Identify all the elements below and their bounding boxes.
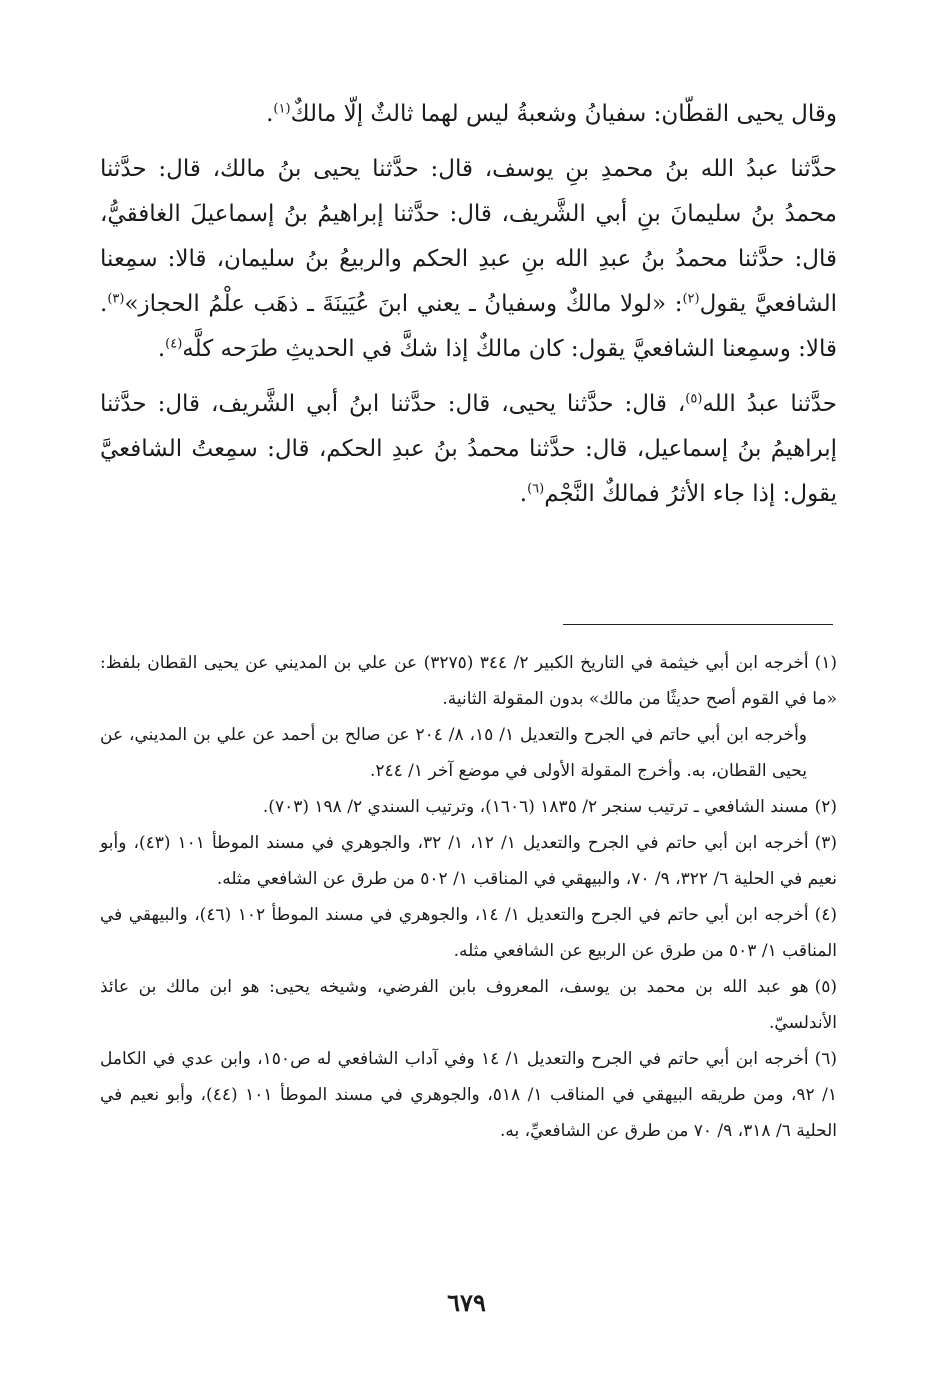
footnote-number: (٣) <box>814 833 837 853</box>
footnote-2 <box>100 789 837 825</box>
footnote-5 <box>100 969 837 1041</box>
footnote-ref-6[interactable]: (٦) <box>527 481 545 497</box>
paragraph-3-rest: ، قال: حدَّثنا يحيى، قال: حدَّثنا ابنُ أبي الشَّريف، قال: حدَّثنا إبراهيمُ بنُ إسماعيل، قال: حدَّثنا محمدُ بنُ عبدِ الحكم، قال: سمِعتُ الشافعيَّ يقول: إذا جاء الأثرُ فمالكٌ النَّجْم <box>100 391 837 507</box>
footnote-number: (٤) <box>814 905 837 925</box>
footnote-text: مسند الشافعي ـ ترتيب سنجر ٢/ ١٨٣٥ (١٦٠٦)، وترتيب السندي ٢/ ١٩٨ (٧٠٣). <box>262 797 809 817</box>
paragraph-2-rest: . قالا: وسمِعنا الشافعيَّ يقول: كان مالكٌ إذا شكَّ في الحديثِ طرَحه كلَّه <box>100 291 837 362</box>
footnote-4 <box>100 897 837 969</box>
footnote-ref-1[interactable]: (١) <box>273 101 291 117</box>
paragraph-1-end: . <box>266 101 274 127</box>
footnote-3 <box>100 825 837 897</box>
footnote-1 <box>100 645 837 717</box>
footnote-6 <box>100 1041 837 1149</box>
footnote-1-continued <box>100 717 837 789</box>
paragraph-2-quote: : «لولا مالكٌ وسفيانُ ـ يعني ابنَ عُيَينَةَ ـ ذهَب علْمُ الحجاز» <box>124 291 683 317</box>
paragraph-1-text: وقال يحيى القطّان: سفيانُ وشعبةُ ليس لهما ثالثٌ إلّا مالكٌ <box>290 101 837 127</box>
footnote-ref-2[interactable]: (٢) <box>682 291 700 307</box>
footnote-text: وأخرجه ابن أبي حاتم في الجرح والتعديل ١/ ١٥، ٨/ ٢٠٤ عن صالح بن أحمد عن علي بن المديني، عن يحيى القطان، به. وأخرج المقولة الأولى في موضع آخر ١/ ٢٤٤. <box>100 725 808 781</box>
footnote-divider <box>563 624 833 625</box>
footnote-ref-5[interactable]: (٥) <box>685 391 703 407</box>
paragraph-3-text: حدَّثنا عبدُ الله <box>702 391 838 417</box>
page-number: ٦٧٩ <box>447 1288 486 1317</box>
paragraph-3-end: . <box>519 481 528 507</box>
footnote-ref-4[interactable]: (٤) <box>165 336 183 352</box>
footnote-text: هو عبد الله بن محمد بن يوسف، المعروف بابن الفرضي، وشيخه يحيى: هو ابن مالك بن عائذ الأندلسيّ. <box>100 977 837 1033</box>
footnote-number: (٢) <box>814 797 837 817</box>
footnote-text: أخرجه ابن أبي حاتم في الجرح والتعديل ١/ ١٤ وفي آداب الشافعي له ص١٥٠، وابن عدي في الكامل ١/ ٩٢، ومن طريقه البيهقي في المناقب ١/ ٥١٨، والجوهري في مسند الموطأ ١٠١ (٤٤)، وأبو نعيم في الحلية ٦/ ٣١٨، ٩/ ٧٠ من طرق عن الشافعيِّ، به. <box>100 1049 838 1141</box>
footnote-ref-3[interactable]: (٣) <box>107 291 125 307</box>
footnote-number: (٦) <box>814 1049 837 1069</box>
paragraph-2 <box>100 147 837 372</box>
footnote-number: (٥) <box>814 977 837 997</box>
paragraph-3 <box>100 382 837 517</box>
paragraph-1 <box>100 92 837 137</box>
footnote-text: أخرجه ابن أبي حاتم في الجرح والتعديل ١/ ١٢، ١/ ٣٢، والجوهري في مسند الموطأ ١٠١ (٤٣)، وأبو نعيم في الحلية ٦/ ٣٢٢، ٩/ ٧٠، والبيهقي في المناقب ١/ ٥٠٢ من طرق عن الشافعي مثله. <box>100 833 837 889</box>
paragraph-2-end: . <box>157 336 166 362</box>
footnote-text: أخرجه ابن أبي خيثمة في التاريخ الكبير ٢/ ٣٤٤ (٣٢٧٥) عن علي بن المديني عن يحيى القطان بلفظ: «ما في القوم أصح حديثًا من مالك» بدون المقولة الثانية. <box>100 653 837 709</box>
paragraph-2-text: حدَّثنا عبدُ الله بنُ محمدِ بنِ يوسف، قال: حدَّثنا يحيى بنُ مالك، قال: حدَّثنا محمدُ بنُ سليمانَ بنِ أبي الشَّريف، قال: حدَّثنا إبراهيمُ بنُ إسماعيلَ الغافقيُّ، قال: حدَّثنا محمدُ بنُ عبدِ الله بنِ عبدِ الحكم والربيعُ بنُ سليمان، قالا: سمِعنا الشافعيَّ يقول <box>100 156 837 317</box>
footnote-text: أخرجه ابن أبي حاتم في الجرح والتعديل ١/ ١٤، والجوهري في مسند الموطأ ١٠٢ (٤٦)، والبيهقي في المناقب ١/ ٥٠٣ من طرق عن الربيع عن الشافعي مثله. <box>100 905 837 961</box>
footnote-number: (١) <box>814 653 837 673</box>
main-text <box>100 92 837 517</box>
footnotes <box>100 645 837 1149</box>
